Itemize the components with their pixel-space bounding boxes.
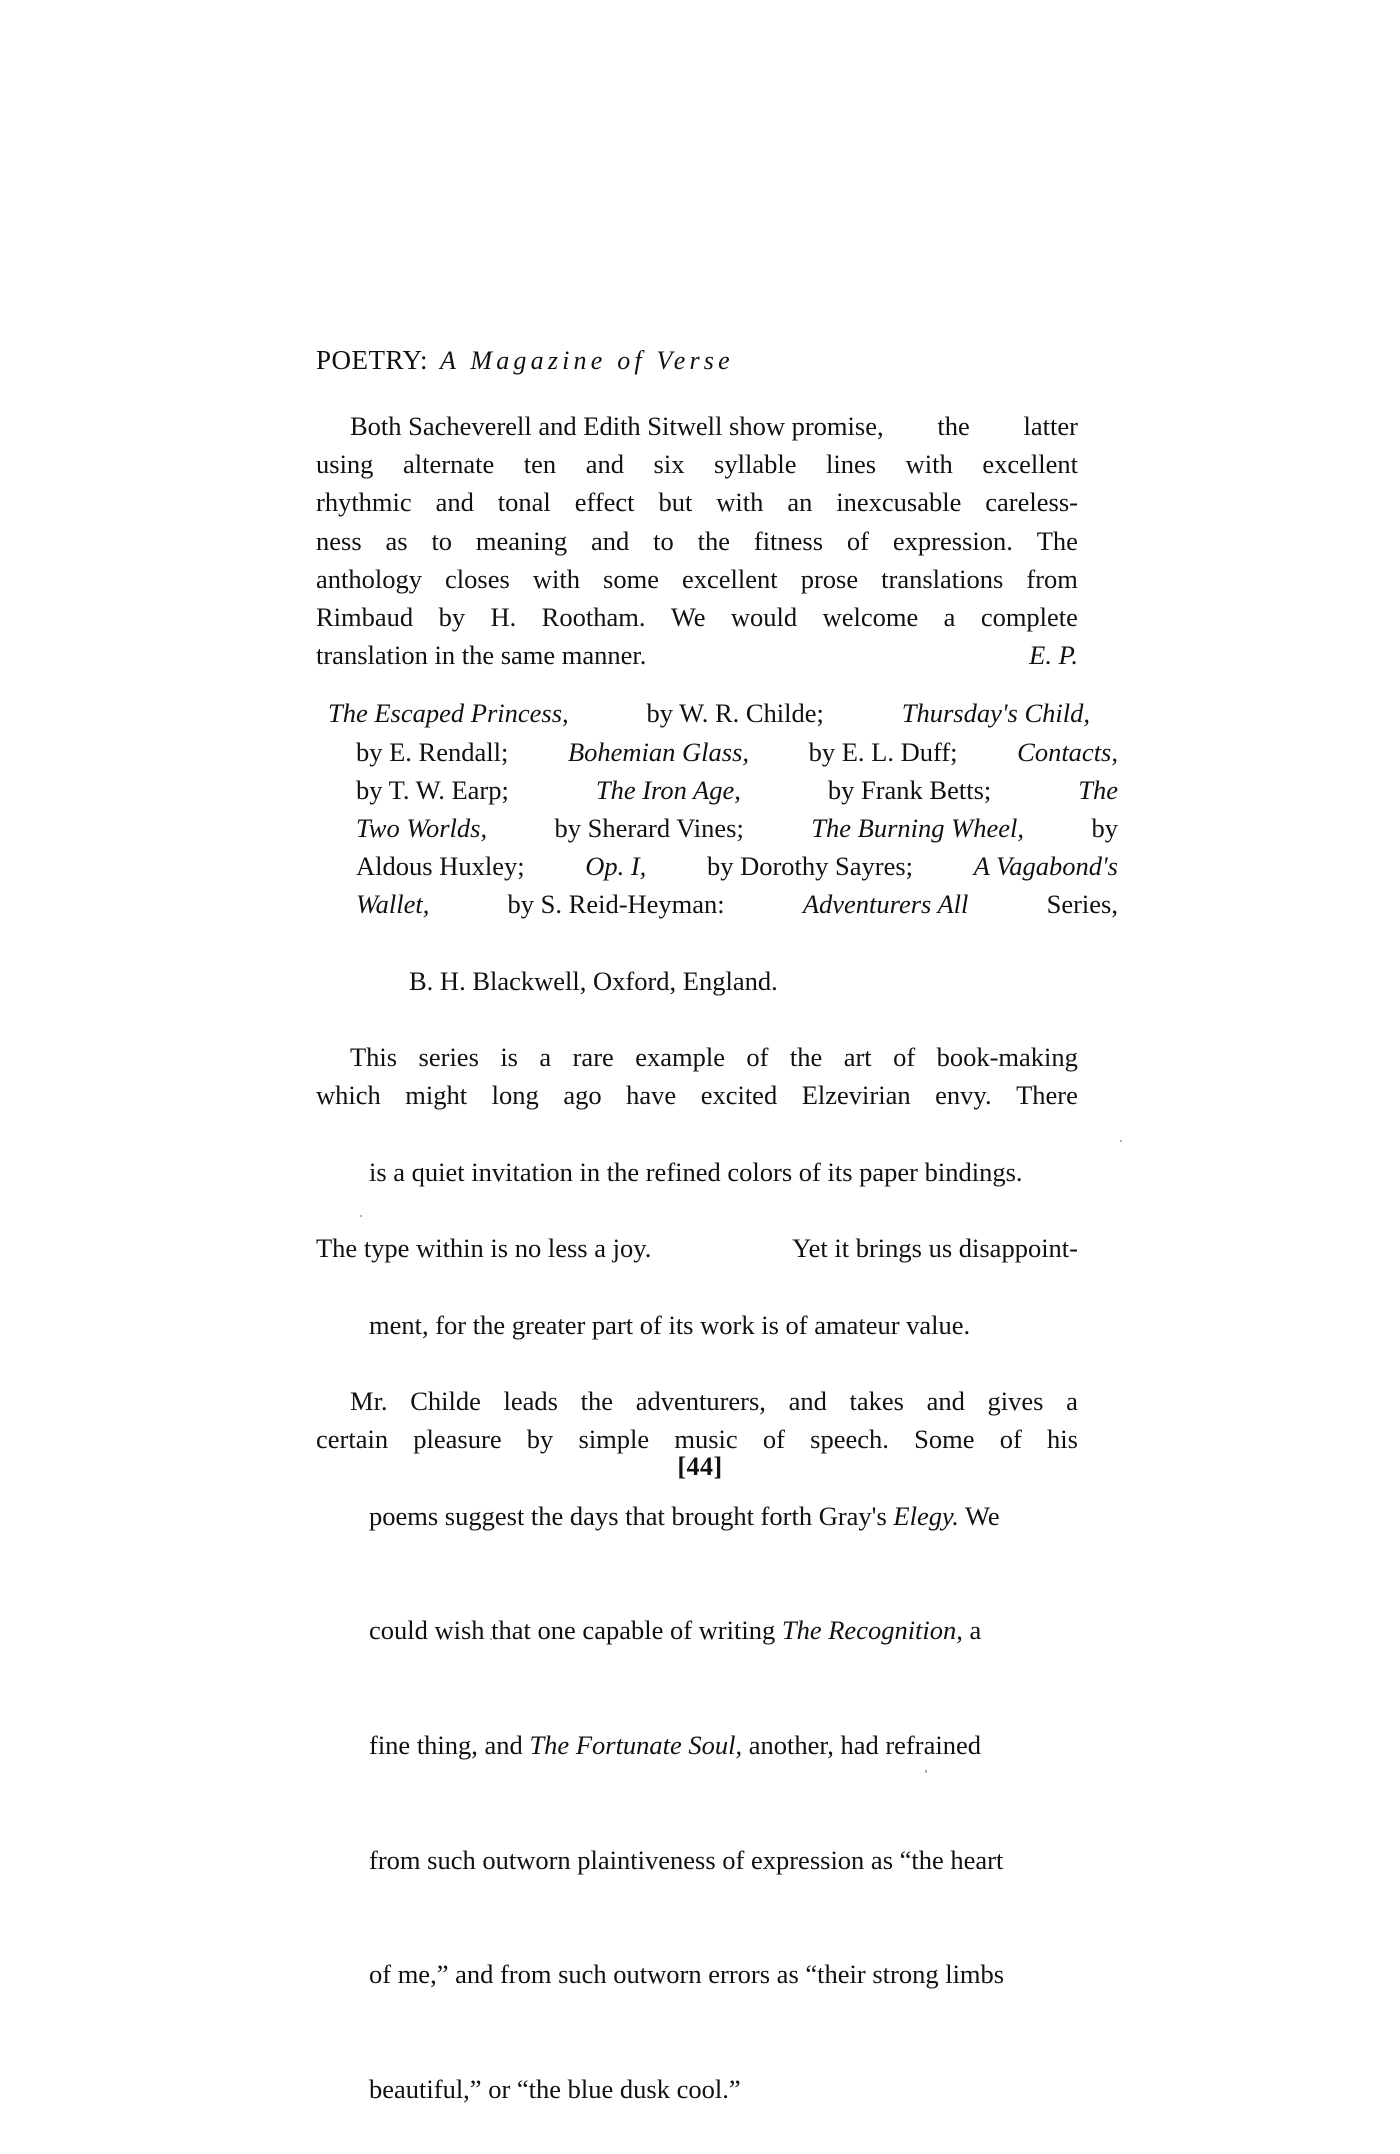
line-word: Some <box>914 1424 975 1455</box>
line-word: pleasure <box>413 1424 502 1455</box>
line-word: of <box>762 1424 785 1455</box>
line-text: The type within is no less a joy. <box>316 1233 652 1264</box>
line-text: could wish that one capable of writing <box>369 1615 782 1646</box>
line-word: to <box>431 525 453 556</box>
publisher-imprint: B. H. Blackwell, Oxford, England. <box>409 965 778 996</box>
line-word: and <box>591 525 630 556</box>
line-word: a <box>539 1042 552 1073</box>
line-word: is <box>500 1042 518 1073</box>
poem-title: The Fortunate Soul, <box>529 1729 743 1760</box>
line-word: closes <box>445 563 510 594</box>
bibliography-line <box>316 733 1118 771</box>
line-word: and <box>585 449 624 480</box>
book-author: by Dorothy Sayres; <box>700 851 920 882</box>
bibliography-line <box>316 694 1090 732</box>
line-word: syllable <box>714 449 797 480</box>
book-title: The Escaped Princess, <box>328 698 569 729</box>
book-title: The <box>1078 774 1118 805</box>
line-word: complete <box>980 602 1078 633</box>
line-word: lines <box>826 449 877 480</box>
line-word: We <box>670 602 706 633</box>
text-line <box>316 1573 1078 1688</box>
book-title: The Iron Age, <box>595 774 741 805</box>
line-word: art <box>843 1042 872 1073</box>
bibliography-line <box>316 847 1118 885</box>
line-text: beautiful,” or “the blue dusk cool.” <box>369 2073 741 2104</box>
line-word: anthology <box>316 563 422 594</box>
bibliography-line <box>316 885 1118 923</box>
line-text: is a quiet invitation in the refined colors of its paper bindings. <box>369 1156 1023 1187</box>
line-word: and <box>435 487 474 518</box>
text-line <box>316 1038 1078 1076</box>
poem-title: Elegy. <box>893 1500 959 1531</box>
review-paragraph <box>316 407 1078 674</box>
line-word: simple <box>578 1424 650 1455</box>
line-text: We <box>958 1500 1000 1531</box>
line-text: another, had refrained <box>742 1729 981 1760</box>
book-title: Op. I, <box>585 851 647 882</box>
book-title: The Burning Wheel, <box>811 813 1024 844</box>
line-word: There <box>1016 1080 1078 1111</box>
line-text: of me,” and from such outworn errors as “their strong limbs <box>369 1959 1005 1990</box>
line-word: excellent <box>982 449 1078 480</box>
text-line <box>316 407 1078 445</box>
line-word: by <box>438 602 466 633</box>
line-text: Yet it brings us disappoint- <box>792 1233 1078 1264</box>
book-title: Wallet, <box>356 889 430 920</box>
line-text: translation in the same manner. <box>316 640 647 671</box>
text-line-with-signature <box>316 636 1078 674</box>
line-word: Childe <box>410 1386 481 1417</box>
line-word: fitness <box>753 525 824 556</box>
line-word: the <box>937 411 970 441</box>
text-block <box>316 340 1118 2146</box>
line-word: Both Sacheverell and Edith Sitwell show promise, <box>350 411 884 441</box>
line-word: and <box>926 1386 965 1417</box>
line-text: a <box>962 1615 982 1646</box>
book-title: A Vagabond's <box>973 851 1118 882</box>
line-word: certain <box>316 1424 389 1455</box>
line-word: six <box>653 449 685 480</box>
text-line <box>316 1688 1078 1803</box>
bibliography-line <box>316 924 1118 1039</box>
line-word: effect <box>574 487 635 518</box>
book-title: Two Worlds, <box>356 813 488 844</box>
text-line <box>316 1917 1078 2032</box>
line-word: as <box>385 525 408 556</box>
line-word: Rimbaud <box>316 602 414 633</box>
line-word: might <box>405 1080 468 1111</box>
line-word: but <box>658 487 693 518</box>
text-line <box>316 560 1078 598</box>
book-author: by S. Reid-Heyman: <box>500 889 732 920</box>
line-word: and <box>788 1386 827 1417</box>
line-word: translations <box>881 563 1004 594</box>
line-word: envy. <box>935 1080 992 1111</box>
reviewer-signature: E. P. <box>1029 640 1078 671</box>
text-line <box>316 1229 1078 1267</box>
line-word: of <box>893 1042 916 1073</box>
line-word: to <box>653 525 674 556</box>
line-word: adventurers, <box>635 1386 766 1417</box>
line-word: Elzevirian <box>801 1080 911 1111</box>
line-word: inexcusable <box>836 487 962 518</box>
line-word: book-making <box>936 1042 1078 1073</box>
line-word: have <box>626 1080 677 1111</box>
line-word: the <box>789 1042 823 1073</box>
publication-name: POETRY: <box>316 345 429 375</box>
book-author: Aldous Huxley; <box>356 851 532 882</box>
book-author: by <box>1084 813 1118 844</box>
line-word: with <box>905 449 953 480</box>
book-author: by E. Rendall; <box>356 736 515 767</box>
line-word: prose <box>800 563 859 594</box>
line-word: which <box>316 1080 381 1111</box>
line-word: of <box>999 1424 1022 1455</box>
line-word: takes <box>849 1386 904 1417</box>
line-word: Mr. <box>350 1386 388 1417</box>
line-word: a <box>943 602 956 633</box>
line-text: fine thing, and <box>369 1729 530 1760</box>
text-line <box>316 1802 1078 1917</box>
line-word: the <box>697 525 731 556</box>
line-word: long <box>491 1080 539 1111</box>
series-paragraph <box>316 1038 1078 1382</box>
line-word: excellent <box>682 563 778 594</box>
bibliography-line <box>316 771 1118 809</box>
line-word: the <box>580 1386 614 1417</box>
book-title: Thursday's Child, <box>901 698 1090 729</box>
line-word: This <box>350 1042 398 1073</box>
text-line <box>316 1076 1078 1114</box>
text-line <box>316 2032 1078 2147</box>
series-name: Adventurers All <box>802 889 969 920</box>
line-word: ten <box>523 449 557 480</box>
line-word: latter <box>1023 411 1078 441</box>
line-word: welcome <box>822 602 919 633</box>
bibliography-line <box>316 809 1118 847</box>
book-title: Bohemian Glass, <box>567 736 750 767</box>
book-author: by E. L. Duff; <box>802 736 965 767</box>
bibliography-block <box>316 694 1118 1038</box>
publication-subtitle: A Magazine of Verse <box>440 346 734 375</box>
line-word: of <box>746 1042 769 1073</box>
line-word: would <box>730 602 798 633</box>
line-text: ment, for the greater part of its work is of amateur value. <box>369 1309 971 1340</box>
line-word: expression. <box>892 525 1013 556</box>
line-word: with <box>716 487 764 518</box>
line-word: meaning <box>475 525 568 556</box>
line-word: with <box>532 563 580 594</box>
text-line <box>316 1267 1078 1382</box>
text-line <box>316 1382 1078 1420</box>
book-title: Contacts, <box>1017 736 1118 767</box>
text-line <box>316 522 1078 560</box>
poem-title: The Recognition, <box>781 1615 963 1646</box>
scan-speckle <box>1120 1140 1122 1142</box>
line-word: from <box>1026 563 1078 594</box>
series-suffix: Series, <box>1039 889 1118 920</box>
text-line <box>316 445 1078 483</box>
book-author: by Sherard Vines; <box>547 813 751 844</box>
line-word: speech. <box>810 1424 889 1455</box>
line-word: The <box>1036 525 1078 556</box>
line-word: using <box>316 449 374 480</box>
line-word: alternate <box>403 449 495 480</box>
line-word: of <box>846 525 869 556</box>
line-text: from such outworn plaintiveness of expression as “the heart <box>369 1844 1004 1875</box>
line-text: poems suggest the days that brought forth Gray's <box>369 1500 894 1531</box>
line-word: ago <box>563 1080 602 1111</box>
text-line <box>316 1115 1078 1230</box>
line-word: Rootham. <box>541 602 646 633</box>
line-word: music <box>674 1424 738 1455</box>
page-number: [44] <box>677 1452 723 1481</box>
line-word: his <box>1046 1424 1078 1455</box>
line-word: some <box>603 563 659 594</box>
text-line <box>316 598 1078 636</box>
line-word: example <box>635 1042 725 1073</box>
line-word: H. <box>490 602 517 633</box>
line-word: a <box>1066 1386 1078 1417</box>
line-word: rhythmic <box>316 487 412 518</box>
line-word: rare <box>572 1042 614 1073</box>
line-word: series <box>418 1042 479 1073</box>
line-word: gives <box>987 1386 1044 1417</box>
line-word: tonal <box>497 487 551 518</box>
line-word: by <box>526 1424 554 1455</box>
running-head <box>316 340 1078 381</box>
childe-paragraph <box>316 1382 1078 2146</box>
book-author: by W. R. Childe; <box>639 698 831 729</box>
line-word: careless- <box>985 487 1078 518</box>
line-word: ness <box>316 525 362 556</box>
book-author: by T. W. Earp; <box>356 774 516 805</box>
line-word: an <box>787 487 813 518</box>
line-word: leads <box>503 1386 558 1417</box>
book-author: by Frank Betts; <box>821 774 998 805</box>
line-word: excited <box>700 1080 778 1111</box>
text-line <box>316 483 1078 521</box>
